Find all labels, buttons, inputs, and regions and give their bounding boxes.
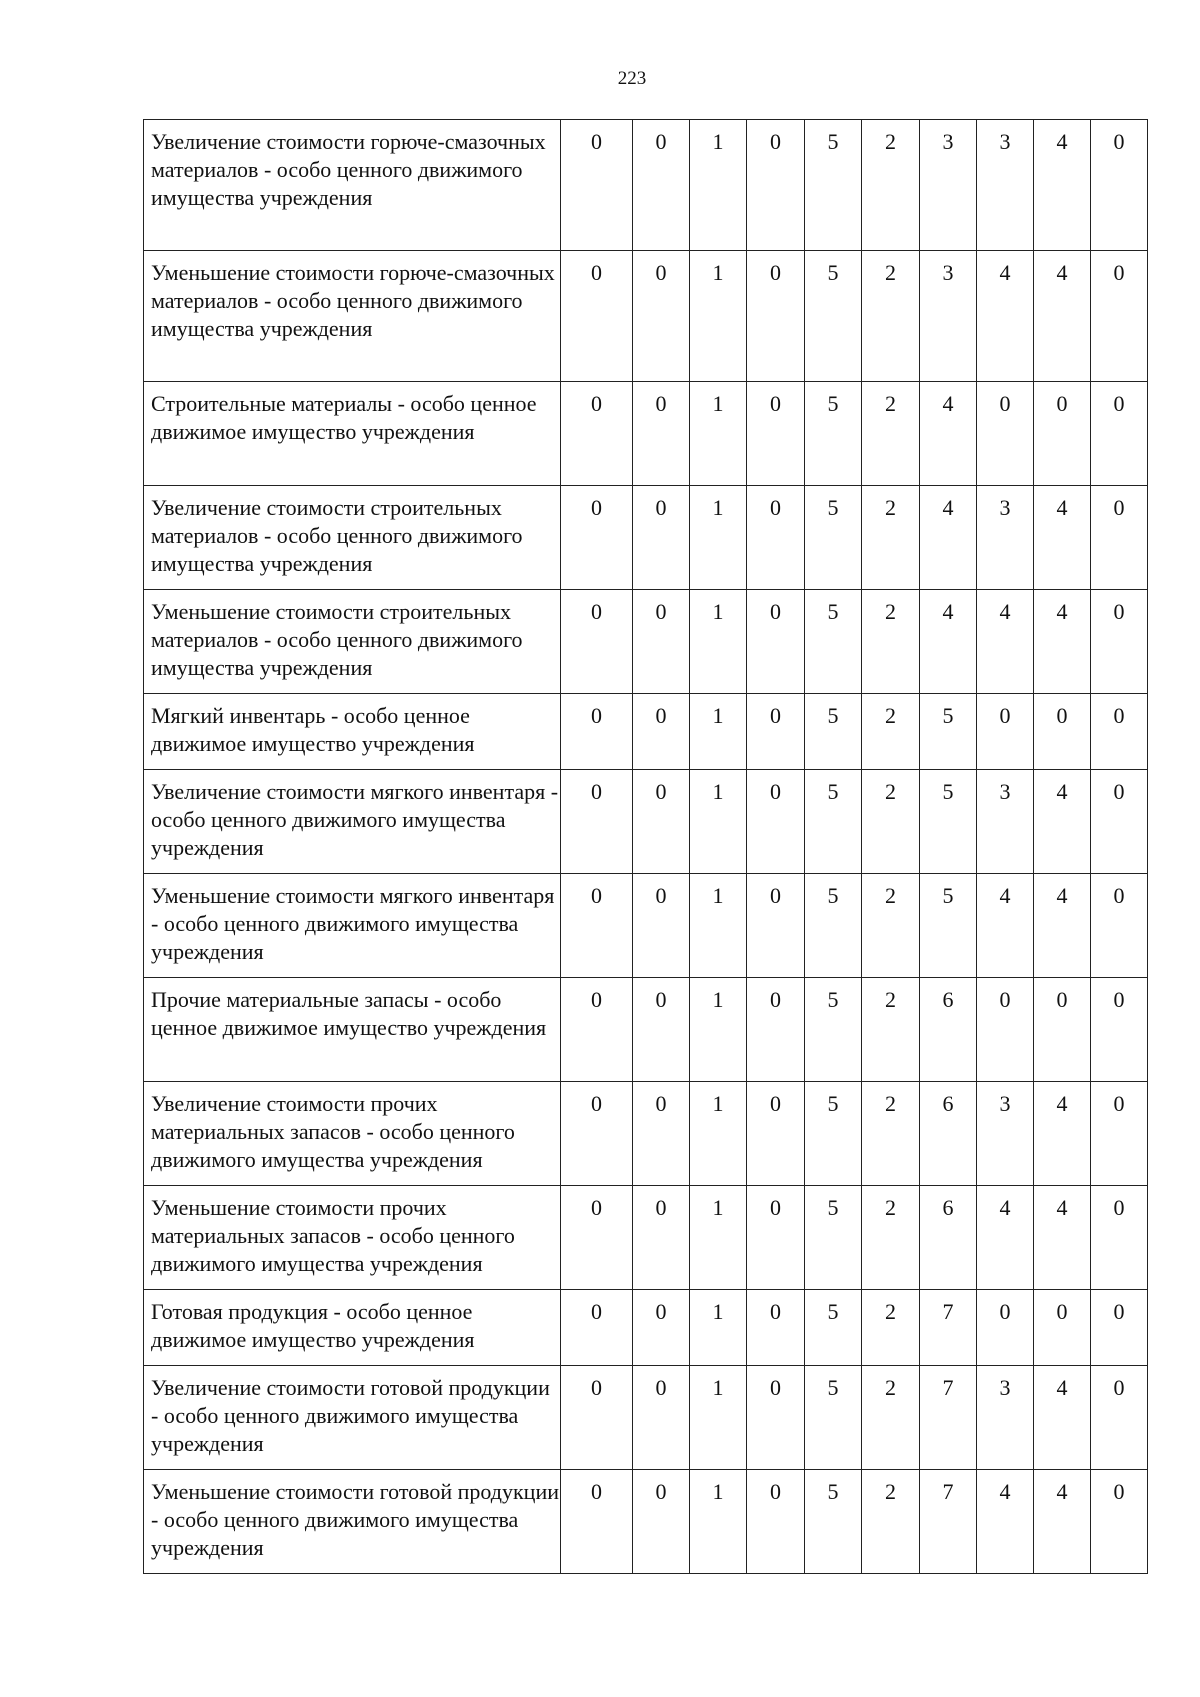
code-digit-cell: 1 xyxy=(690,382,747,486)
code-digit-cell: 4 xyxy=(1034,1186,1091,1290)
code-digit-cell: 6 xyxy=(920,1082,977,1186)
code-digit-cell: 5 xyxy=(920,874,977,978)
code-digit-cell: 0 xyxy=(1091,694,1148,770)
code-digit-cell: 5 xyxy=(920,770,977,874)
code-digit-cell: 2 xyxy=(862,251,920,382)
code-digit-cell: 0 xyxy=(633,1082,690,1186)
code-digit-cell: 1 xyxy=(690,770,747,874)
code-digit-cell: 5 xyxy=(805,1470,862,1574)
table-row xyxy=(144,694,1148,770)
code-digit-cell: 0 xyxy=(747,770,805,874)
code-digit-cell: 0 xyxy=(561,1470,633,1574)
code-digit-cell: 1 xyxy=(690,1186,747,1290)
code-digit-cell: 0 xyxy=(633,590,690,694)
code-digit-cell: 4 xyxy=(977,251,1034,382)
code-digit-cell: 5 xyxy=(805,1082,862,1186)
code-digit-cell: 5 xyxy=(805,251,862,382)
code-digit-cell: 0 xyxy=(977,978,1034,1082)
code-digit-cell: 0 xyxy=(1034,694,1091,770)
code-digit-cell: 4 xyxy=(1034,120,1091,251)
code-digit-cell: 0 xyxy=(747,1470,805,1574)
code-digit-cell: 0 xyxy=(1091,382,1148,486)
code-digit-cell: 0 xyxy=(1091,120,1148,251)
code-digit-cell: 4 xyxy=(1034,1470,1091,1574)
code-digit-cell: 0 xyxy=(747,1082,805,1186)
code-digit-cell: 0 xyxy=(747,874,805,978)
row-label: Строительные материалы - особо ценное движимое имущество учреждения xyxy=(144,382,561,486)
table-row xyxy=(144,1186,1148,1290)
code-digit-cell: 5 xyxy=(805,1290,862,1366)
code-digit-cell: 0 xyxy=(633,1470,690,1574)
code-digit-cell: 0 xyxy=(633,1366,690,1470)
code-digit-cell: 0 xyxy=(747,486,805,590)
code-digit-cell: 0 xyxy=(1091,1366,1148,1470)
code-digit-cell: 3 xyxy=(920,120,977,251)
row-label: Уменьшение стоимости прочих материальных запасов - особо ценного движимого имущества учреждения xyxy=(144,1186,561,1290)
code-digit-cell: 4 xyxy=(1034,770,1091,874)
row-label: Готовая продукция - особо ценное движимое имущество учреждения xyxy=(144,1290,561,1366)
code-digit-cell: 4 xyxy=(1034,251,1091,382)
code-digit-cell: 0 xyxy=(1091,590,1148,694)
code-digit-cell: 4 xyxy=(977,1186,1034,1290)
table-row xyxy=(144,978,1148,1082)
code-digit-cell: 2 xyxy=(862,1366,920,1470)
code-digit-cell: 0 xyxy=(977,694,1034,770)
code-digit-cell: 0 xyxy=(561,1186,633,1290)
code-digit-cell: 5 xyxy=(805,382,862,486)
code-digit-cell: 1 xyxy=(690,486,747,590)
code-digit-cell: 0 xyxy=(977,382,1034,486)
row-label: Увеличение стоимости строительных материалов - особо ценного движимого имущества учреждения xyxy=(144,486,561,590)
code-digit-cell: 0 xyxy=(633,874,690,978)
code-digit-cell: 5 xyxy=(805,694,862,770)
code-digit-cell: 5 xyxy=(805,486,862,590)
code-digit-cell: 7 xyxy=(920,1290,977,1366)
code-digit-cell: 0 xyxy=(1034,382,1091,486)
code-digit-cell: 0 xyxy=(561,120,633,251)
table-row xyxy=(144,120,1148,251)
code-digit-cell: 0 xyxy=(633,770,690,874)
row-label: Увеличение стоимости горюче-смазочных материалов - особо ценного движимого имущества учреждения xyxy=(144,120,561,251)
code-digit-cell: 1 xyxy=(690,120,747,251)
code-digit-cell: 0 xyxy=(1034,1290,1091,1366)
code-digit-cell: 2 xyxy=(862,1082,920,1186)
code-digit-cell: 5 xyxy=(920,694,977,770)
table-row xyxy=(144,1290,1148,1366)
code-digit-cell: 0 xyxy=(561,486,633,590)
code-digit-cell: 4 xyxy=(1034,1366,1091,1470)
row-label: Увеличение стоимости мягкого инвентаря - особо ценного движимого имущества учреждения xyxy=(144,770,561,874)
code-digit-cell: 3 xyxy=(920,251,977,382)
table-row xyxy=(144,1082,1148,1186)
code-digit-cell: 0 xyxy=(561,978,633,1082)
code-digit-cell: 3 xyxy=(977,486,1034,590)
page-number: 223 xyxy=(617,68,647,89)
code-digit-cell: 1 xyxy=(690,1290,747,1366)
code-digit-cell: 5 xyxy=(805,978,862,1082)
code-digit-cell: 0 xyxy=(1091,874,1148,978)
code-digit-cell: 3 xyxy=(977,1082,1034,1186)
row-label: Прочие материальные запасы - особо ценное движимое имущество учреждения xyxy=(144,978,561,1082)
code-digit-cell: 4 xyxy=(920,486,977,590)
code-digit-cell: 0 xyxy=(633,694,690,770)
row-label: Мягкий инвентарь - особо ценное движимое имущество учреждения xyxy=(144,694,561,770)
table-row xyxy=(144,590,1148,694)
code-digit-cell: 1 xyxy=(690,251,747,382)
code-digit-cell: 1 xyxy=(690,1366,747,1470)
code-digit-cell: 0 xyxy=(1091,1082,1148,1186)
code-digit-cell: 2 xyxy=(862,770,920,874)
code-digit-cell: 4 xyxy=(920,382,977,486)
code-digit-cell: 2 xyxy=(862,120,920,251)
code-digit-cell: 1 xyxy=(690,874,747,978)
code-digit-cell: 0 xyxy=(561,770,633,874)
code-digit-cell: 2 xyxy=(862,486,920,590)
code-digit-cell: 5 xyxy=(805,1366,862,1470)
code-digit-cell: 0 xyxy=(1091,770,1148,874)
code-digit-cell: 6 xyxy=(920,978,977,1082)
code-digit-cell: 0 xyxy=(633,382,690,486)
code-digit-cell: 4 xyxy=(920,590,977,694)
code-digit-cell: 2 xyxy=(862,874,920,978)
code-digit-cell: 0 xyxy=(747,251,805,382)
code-digit-cell: 6 xyxy=(920,1186,977,1290)
code-digit-cell: 2 xyxy=(862,590,920,694)
code-digit-cell: 7 xyxy=(920,1366,977,1470)
row-label: Уменьшение стоимости готовой продукции - особо ценного движимого имущества учреждения xyxy=(144,1470,561,1574)
code-digit-cell: 3 xyxy=(977,770,1034,874)
code-digit-cell: 0 xyxy=(747,1366,805,1470)
code-digit-cell: 0 xyxy=(747,978,805,1082)
code-digit-cell: 0 xyxy=(633,120,690,251)
row-label: Увеличение стоимости прочих материальных запасов - особо ценного движимого имущества учреждения xyxy=(144,1082,561,1186)
code-digit-cell: 0 xyxy=(1034,978,1091,1082)
code-digit-cell: 5 xyxy=(805,770,862,874)
row-label: Уменьшение стоимости строительных материалов - особо ценного движимого имущества учреждения xyxy=(144,590,561,694)
code-digit-cell: 2 xyxy=(862,694,920,770)
code-digit-cell: 0 xyxy=(1091,1290,1148,1366)
code-digit-cell: 4 xyxy=(977,1470,1034,1574)
code-digit-cell: 4 xyxy=(1034,590,1091,694)
code-digit-cell: 7 xyxy=(920,1470,977,1574)
code-digit-cell: 2 xyxy=(862,1470,920,1574)
code-digit-cell: 0 xyxy=(561,1366,633,1470)
code-digit-cell: 0 xyxy=(561,1082,633,1186)
table-row xyxy=(144,874,1148,978)
code-digit-cell: 0 xyxy=(561,590,633,694)
code-digit-cell: 2 xyxy=(862,1186,920,1290)
code-digit-cell: 5 xyxy=(805,1186,862,1290)
code-digit-cell: 2 xyxy=(862,382,920,486)
code-digit-cell: 0 xyxy=(1091,1470,1148,1574)
code-digit-cell: 0 xyxy=(561,251,633,382)
code-digit-cell: 0 xyxy=(633,251,690,382)
code-digit-cell: 5 xyxy=(805,120,862,251)
code-digit-cell: 4 xyxy=(1034,486,1091,590)
code-digit-cell: 0 xyxy=(747,120,805,251)
code-digit-cell: 0 xyxy=(561,874,633,978)
code-digit-cell: 0 xyxy=(1091,486,1148,590)
code-digit-cell: 0 xyxy=(561,382,633,486)
code-digit-cell: 0 xyxy=(633,486,690,590)
code-digit-cell: 1 xyxy=(690,590,747,694)
table-row xyxy=(144,1470,1148,1574)
code-digit-cell: 4 xyxy=(1034,1082,1091,1186)
code-digit-cell: 4 xyxy=(977,874,1034,978)
code-digit-cell: 5 xyxy=(805,590,862,694)
code-digit-cell: 0 xyxy=(561,1290,633,1366)
code-digit-cell: 0 xyxy=(747,590,805,694)
code-digit-cell: 2 xyxy=(862,1290,920,1366)
row-label: Уменьшение стоимости мягкого инвентаря - особо ценного движимого имущества учреждения xyxy=(144,874,561,978)
code-digit-cell: 0 xyxy=(633,1290,690,1366)
code-digit-cell: 4 xyxy=(977,590,1034,694)
account-codes-table xyxy=(143,119,1148,1574)
code-digit-cell: 0 xyxy=(1091,978,1148,1082)
code-digit-cell: 2 xyxy=(862,978,920,1082)
code-digit-cell: 1 xyxy=(690,1082,747,1186)
table-row xyxy=(144,251,1148,382)
code-digit-cell: 5 xyxy=(805,874,862,978)
code-digit-cell: 0 xyxy=(747,694,805,770)
code-digit-cell: 0 xyxy=(977,1290,1034,1366)
table-row xyxy=(144,770,1148,874)
code-digit-cell: 3 xyxy=(977,120,1034,251)
code-digit-cell: 0 xyxy=(747,1186,805,1290)
code-digit-cell: 0 xyxy=(633,978,690,1082)
code-digit-cell: 1 xyxy=(690,978,747,1082)
code-digit-cell: 4 xyxy=(1034,874,1091,978)
row-label: Уменьшение стоимости горюче-смазочных материалов - особо ценного движимого имущества учреждения xyxy=(144,251,561,382)
code-digit-cell: 0 xyxy=(633,1186,690,1290)
row-label: Увеличение стоимости готовой продукции - особо ценного движимого имущества учреждения xyxy=(144,1366,561,1470)
code-digit-cell: 0 xyxy=(747,382,805,486)
code-digit-cell: 0 xyxy=(1091,251,1148,382)
table-row xyxy=(144,382,1148,486)
table-row xyxy=(144,1366,1148,1470)
table-body xyxy=(144,120,1148,1574)
code-digit-cell: 3 xyxy=(977,1366,1034,1470)
code-digit-cell: 0 xyxy=(747,1290,805,1366)
code-digit-cell: 1 xyxy=(690,1470,747,1574)
code-digit-cell: 0 xyxy=(561,694,633,770)
code-digit-cell: 1 xyxy=(690,694,747,770)
code-digit-cell: 0 xyxy=(1091,1186,1148,1290)
table-row xyxy=(144,486,1148,590)
